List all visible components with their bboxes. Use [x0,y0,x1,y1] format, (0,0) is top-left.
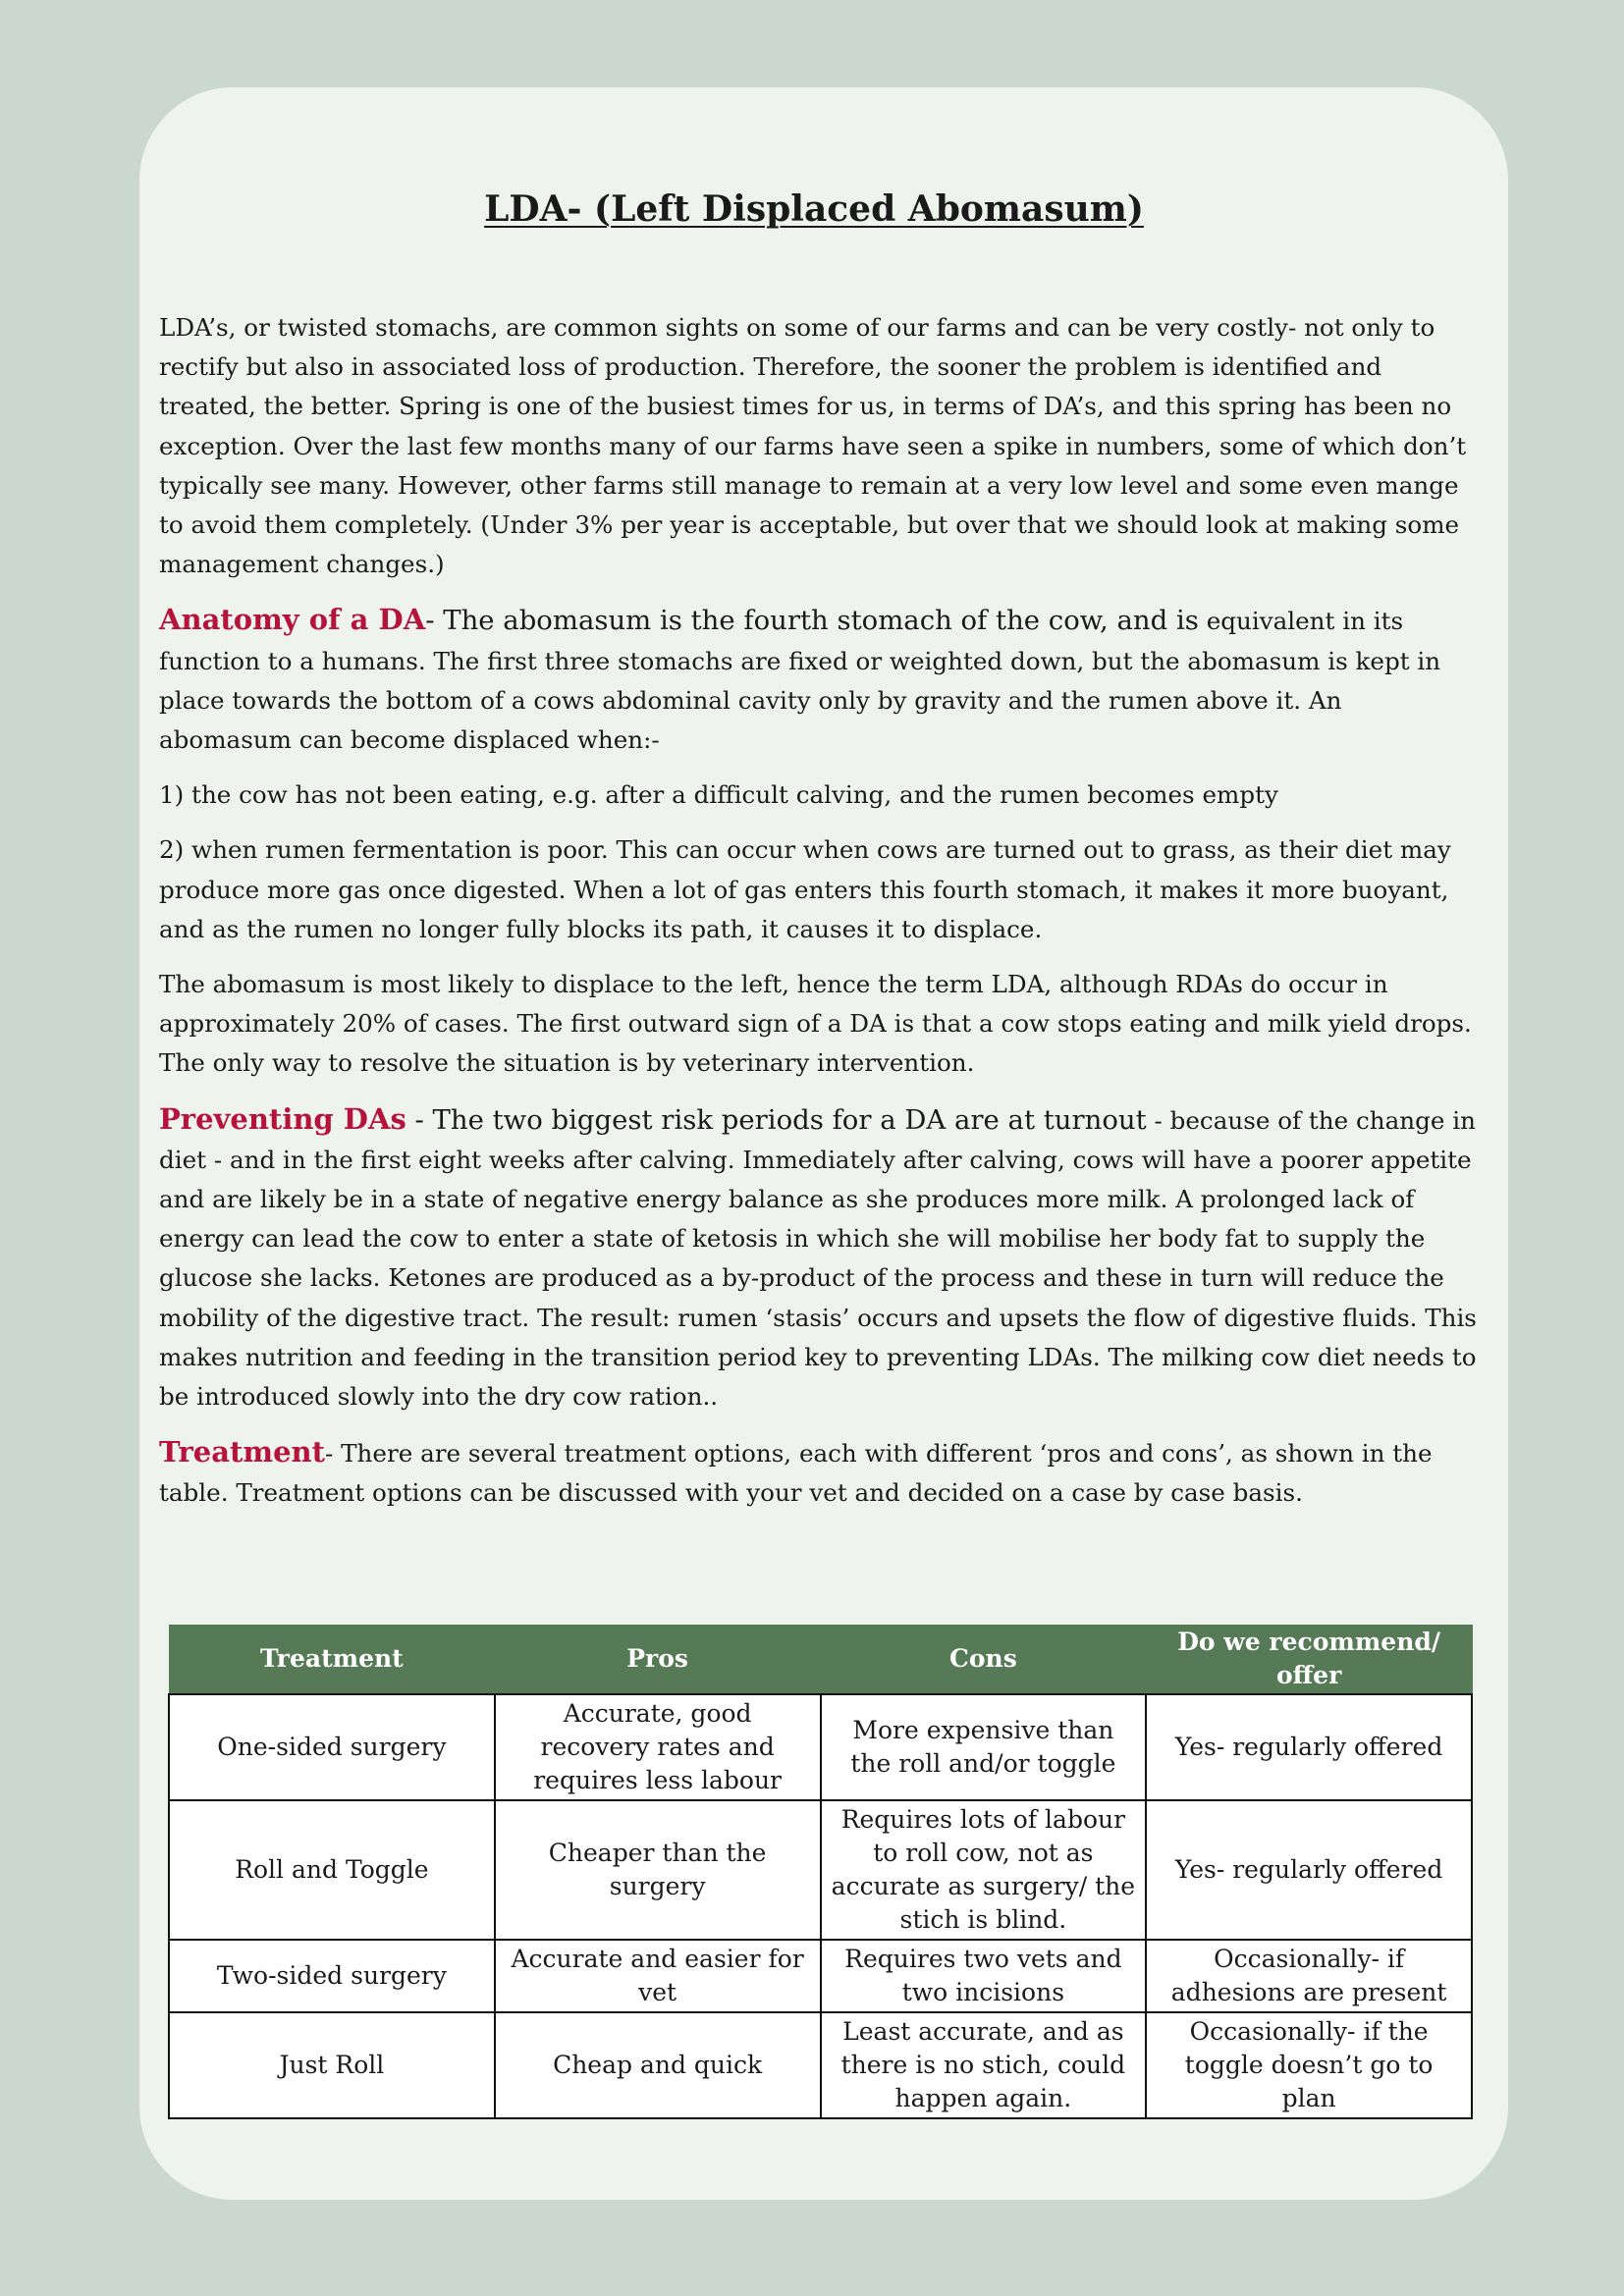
anatomy-paragraph: The abomasum is most likely to displace to the left, hence the term LDA, although RDAs do occur in approximately 20% of cases. The first outward sign of a DA is that a cow stops eating and milk yield drops. The only way to resolve the situation is by veterinary intervention. [159,970,1472,1078]
cell-cons: Requires two vets and two incisions [821,1940,1147,2012]
anatomy-heading: Anatomy of a DA [159,603,426,637]
header-recommend: Do we recommend/ offer [1146,1626,1472,1693]
cell-recommend: Occasionally- if adhesions are present [1146,1940,1472,2012]
cell-recommend: Yes- regularly offered [1146,1800,1472,1940]
preventing-lead: - The two biggest risk periods for a DA are at turnout [406,1103,1147,1136]
treatment-table [168,1625,1473,2119]
treatment-heading: Treatment [159,1435,326,1469]
table-row [169,1694,1472,1800]
article-body [159,308,1479,1529]
table-row [169,1800,1472,1940]
cell-treatment: Roll and Toggle [169,1800,495,1940]
cell-cons: Least accurate, and as there is no stich, could happen again. [821,2012,1147,2118]
cell-treatment: One-sided surgery [169,1694,495,1800]
table-row [169,1940,1472,2012]
intro-paragraph: LDA’s, or twisted stomachs, are common sights on some of our farms and can be very costly- not only to rectify but also in associated loss of production. Therefore, the sooner the problem is identified and treated, the better. Spring is one of the busiest times for us, in terms of DA’s, and this spring has been no exception. Over the last few months many of our farms have seen a spike in numbers, some of which don’t typically see many. However, other farms still manage to remain at a very low level and some even mange to avoid them completely. (Under 3% per year is acceptable, but over that we should look at making some management changes.) [159,313,1467,579]
preventing-section [159,1099,1479,1417]
anatomy-point-2: 2) when rumen fermentation is poor. This can occur when cows are turned out to grass, as their diet may produce more gas once digested. When a lot of gas enters this fourth stomach, it makes it more buoyant, and as the rumen no longer fully blocks its path, it causes it to displace. [159,835,1451,943]
cell-pros: Accurate and easier for vet [495,1940,821,2012]
cell-pros: Accurate, good recovery rates and requires less labour [495,1694,821,1800]
preventing-heading: Preventing DAs [159,1101,406,1136]
cell-treatment: Two-sided surgery [169,1940,495,2012]
cell-recommend: Yes- regularly offered [1146,1694,1472,1800]
header-cons: Cons [821,1626,1147,1693]
treatment-section [159,1432,1479,1513]
table-row [169,2012,1472,2118]
cell-cons: More expensive than the roll and/or toggle [821,1694,1147,1800]
anatomy-point-1: 1) the cow has not been eating, e.g. after a difficult calving, and the rumen becomes empty [159,780,1278,810]
anatomy-lead: - The abomasum is the fourth stomach of the cow, and is [425,605,1199,637]
anatomy-body: equivalent in its function to a humans. The first three stomachs are fixed or weighted down, but the abomasum is kept in place towards the bottom of a cows abdominal cavity only by gravity and the rumen above it. An abomasum can become displaced when:- [159,607,1441,755]
cell-recommend: Occasionally- if the toggle doesn’t go to plan [1146,2012,1472,2118]
preventing-body: - because of the change in diet - and in the first eight weeks after calving. Immediately after calving, cows will have a poorer appetite and are likely be in a state of negative energy balance as she produces more milk. A prolonged lack of energy can lead the cow to enter a state of ketosis in which she will mobilise her body fat to supply the glucose she lacks. Ketones are produced as a by-product of the process and these in turn will reduce the mobility of the digestive tract. The result: rumen ‘stasis’ occurs and upsets the flow of digestive fluids. This makes nutrition and feeding in the transition period key to preventing LDAs. The milking cow diet needs to be introduced slowly into the dry cow ration.. [159,1105,1477,1412]
page-title: LDA- (Left Displaced Abomasum) [484,188,1144,230]
header-treatment: Treatment [169,1626,495,1693]
cell-treatment: Just Roll [169,2012,495,2118]
cell-pros: Cheaper than the surgery [495,1800,821,1940]
header-pros: Pros [495,1626,821,1693]
cell-cons: Requires lots of labour to roll cow, not as accurate as surgery/ the stich is blind. [821,1800,1147,1940]
table-header-row [169,1626,1472,1693]
anatomy-section [159,600,1479,760]
treatment-body: - There are several treatment options, each with different ‘pros and cons’, as shown in the table. Treatment options can be discussed with your vet and decided on a case by case basis. [159,1439,1433,1508]
cell-pros: Cheap and quick [495,2012,821,2118]
